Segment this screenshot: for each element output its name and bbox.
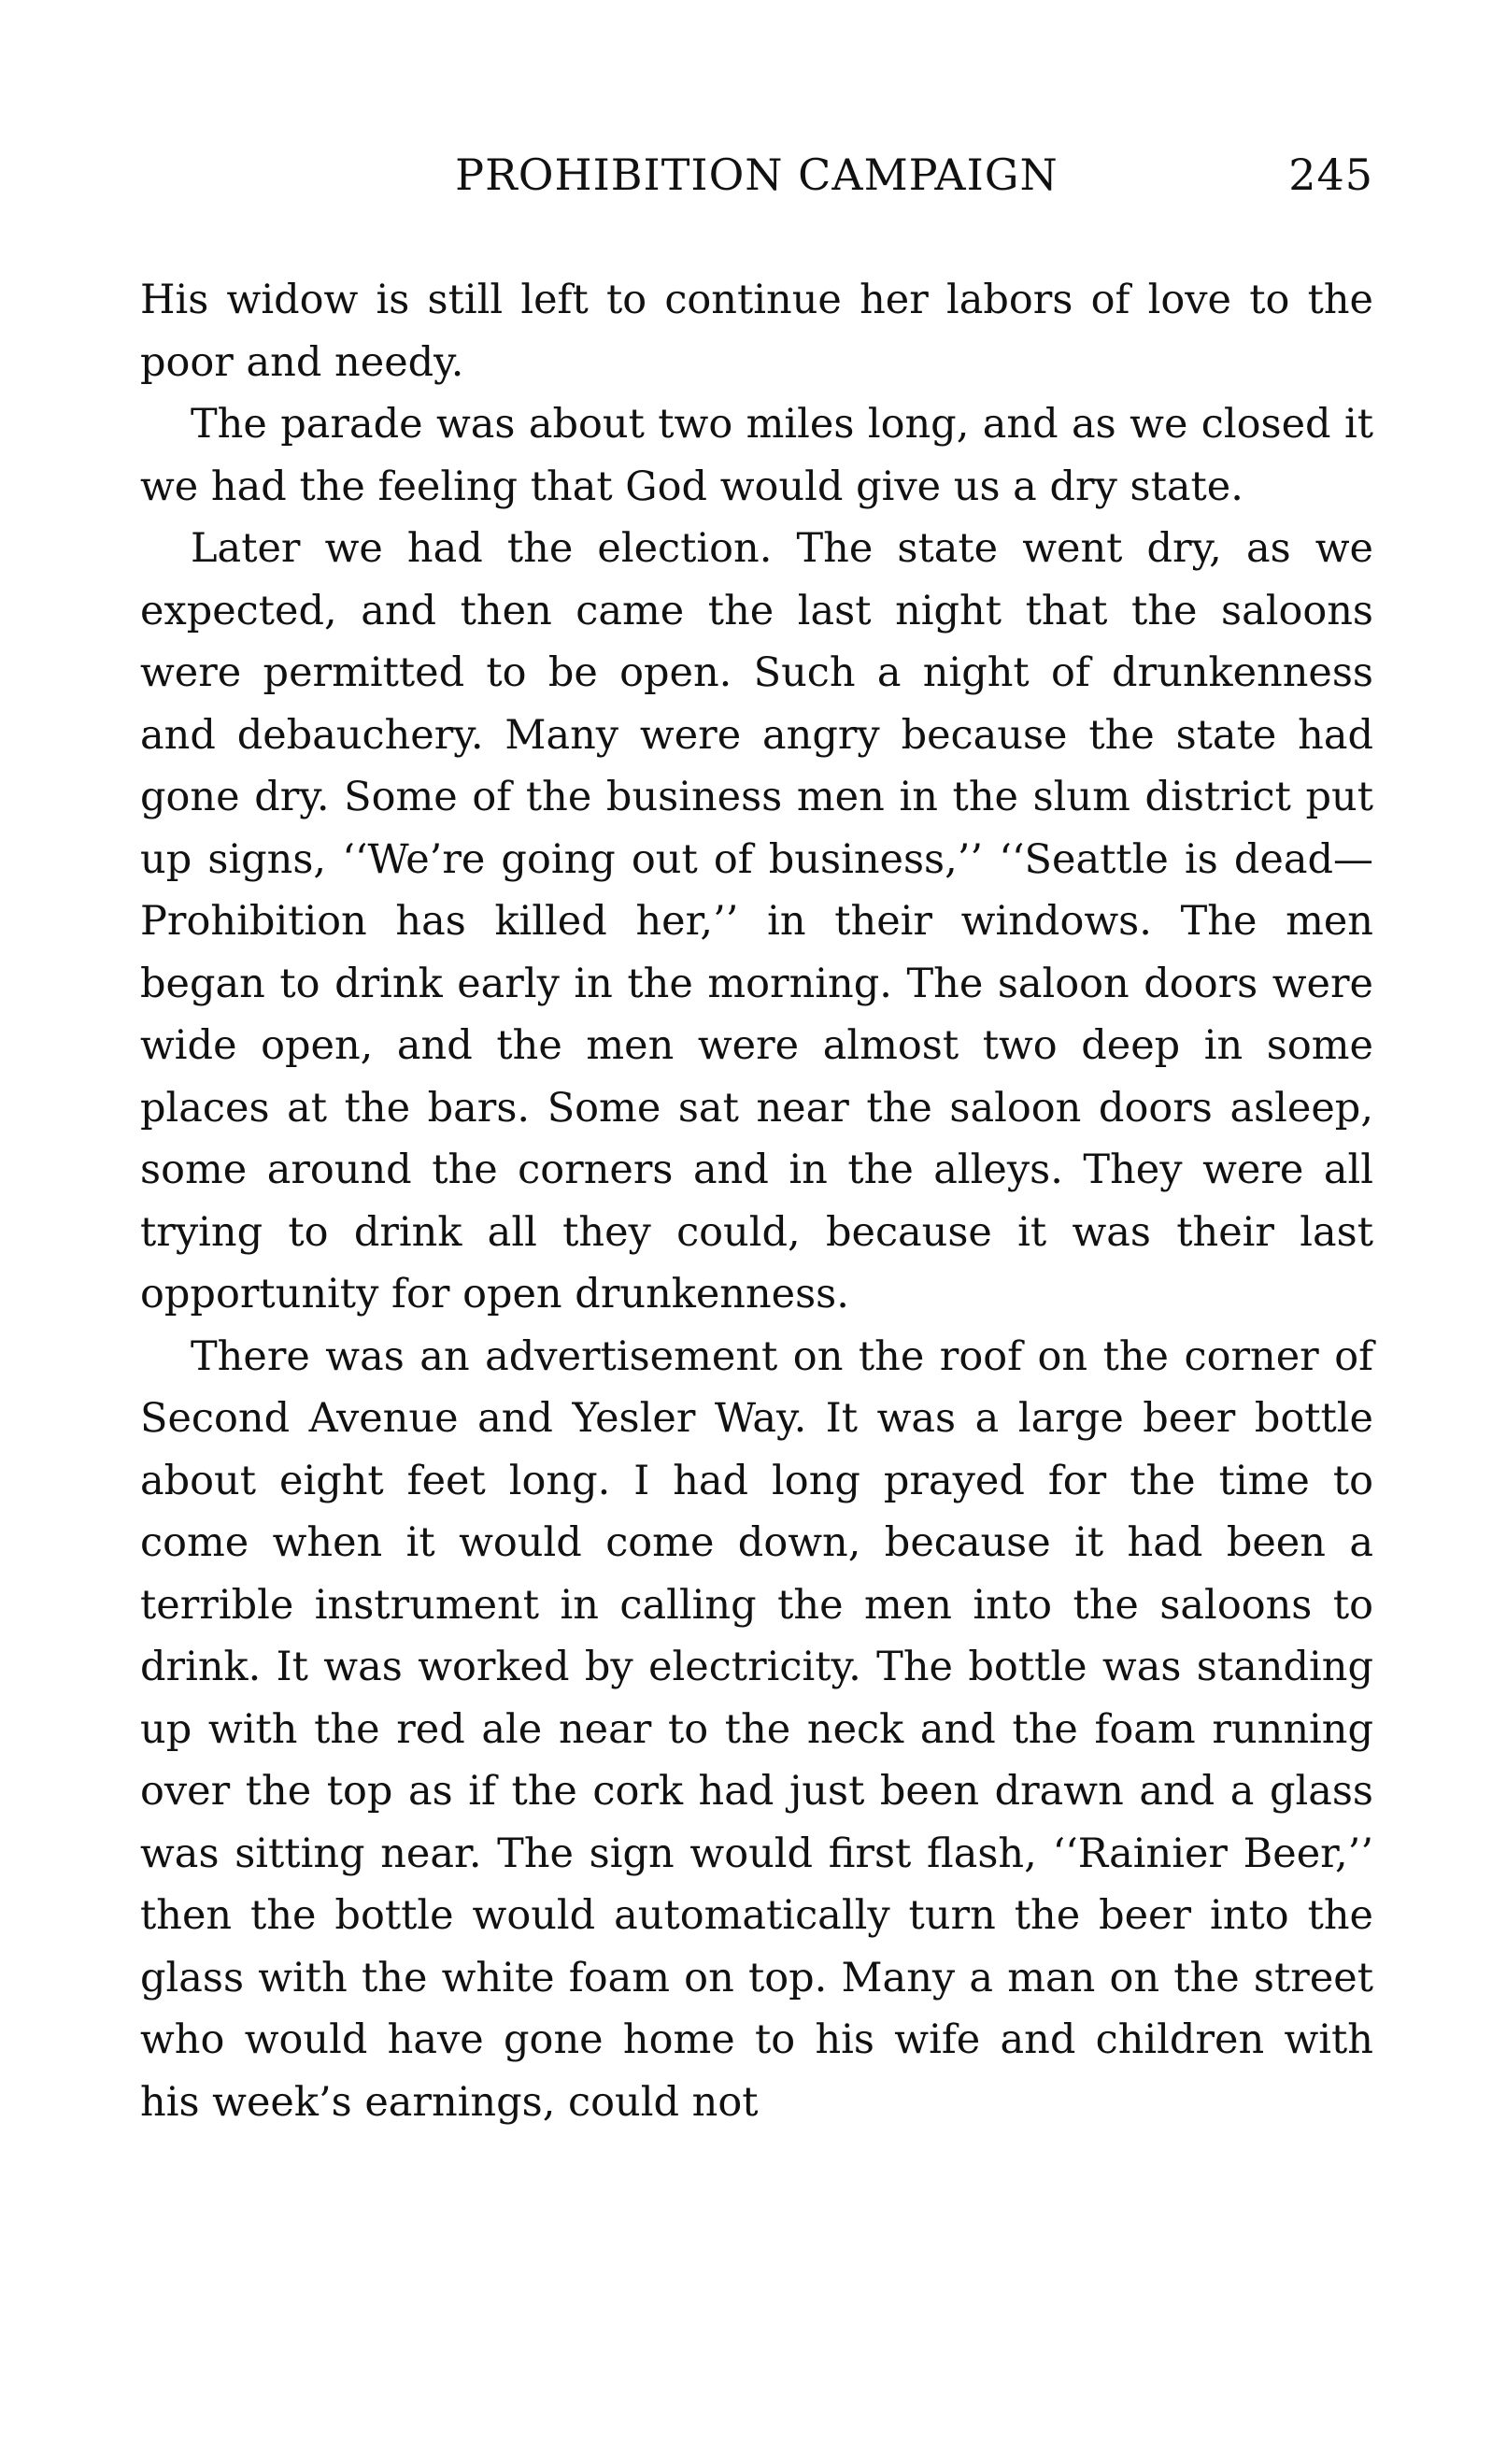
paragraph: His widow is still left to continue her labors of love to the poor and needy. [140,277,1373,386]
page-number: 245 [1288,150,1373,200]
running-header [140,142,1373,207]
paragraph: Later we had the election. The state went dry, as we expected, and then came the last night that the saloons were permitted to be open. Such a night of drunkenness and debauchery. Many were angry because the state had gone dry. Some of the business men in the slum district put up signs, ‘‘We’re going out of business,’’ ‘‘Seattle is dead—Prohibition has killed her,’’ in their windows. The men began to drink early in the morning. The saloon doors were wide open, and the men were almost two deep in some places at the bars. Some sat near the saloon doors asleep, some around the corners and in the alleys. They were all trying to drink all they could, because it was their last opportunity for open drunkenness. [140,525,1373,1317]
body-text [140,269,1373,2133]
paragraph: The parade was about two miles long, and as we closed it we had the feeling that God would give us a dry state. [140,401,1373,510]
running-title: PROHIBITION CAMPAIGN [455,150,1059,200]
paragraph: There was an advertisement on the roof on the corner of Second Avenue and Yesler Way. It was a large beer bottle about eight feet long. I had long prayed for the time to come when it would come down, because it had been a terrible instrument in calling the men into the saloons to drink. It was worked by electricity. The bottle was standing up with the red ale near to the neck and the foam running over the top as if the cork had just been drawn and a glass was sitting near. The sign would first flash, ‘‘Rainier Beer,’’ then the bottle would automatically turn the beer into the glass with the white foam on top. Many a man on the street who would have gone home to his wife and children with his week’s earnings, could not [140,1332,1373,2126]
